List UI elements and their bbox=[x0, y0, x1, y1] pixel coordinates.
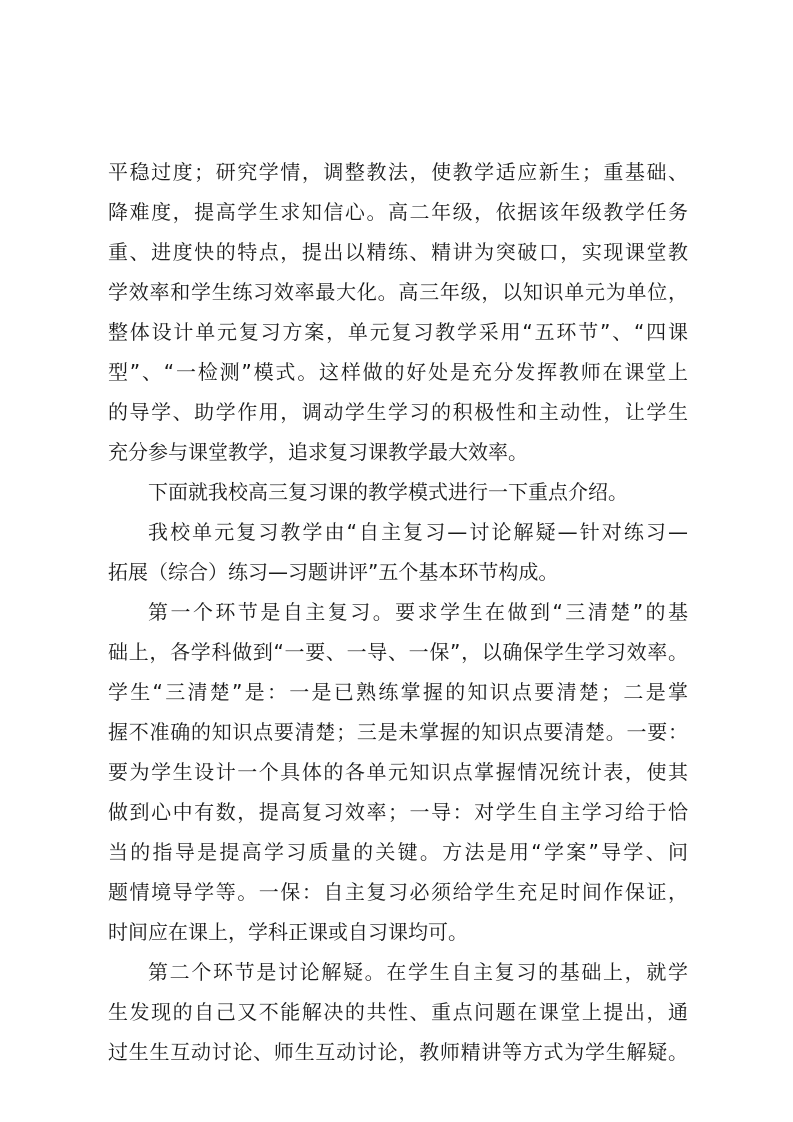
text-line: 学生“三清楚”是：一是已熟练掌握的知识点要清楚；二是掌 bbox=[108, 680, 688, 704]
text-line: 过生生互动讨论、师生互动讨论，教师精讲等方式为学生解疑。 bbox=[108, 1040, 688, 1064]
text-line: 做到心中有数，提高复习效率；一导：对学生自主学习给于恰 bbox=[108, 800, 688, 824]
text-line: 第一个环节是自主复习。要求学生在做到“三清楚”的基 bbox=[148, 600, 688, 624]
text-line: 充分参与课堂教学，追求复习课教学最大效率。 bbox=[108, 440, 528, 464]
text-line: 时间应在课上，学科正课或自习课均可。 bbox=[108, 920, 468, 944]
text-line: 题情境导学等。一保：自主复习必须给学生充足时间作保证， bbox=[108, 880, 688, 904]
text-line: 的导学、助学作用，调动学生学习的积极性和主动性，让学生 bbox=[108, 400, 688, 424]
text-line: 下面就我校高三复习课的教学模式进行一下重点介绍。 bbox=[148, 480, 628, 504]
text-line: 要为学生设计一个具体的各单元知识点掌握情况统计表，使其 bbox=[108, 760, 688, 784]
text-line: 础上，各学科做到“一要、一导、一保”，以确保学生学习效率。 bbox=[108, 640, 688, 664]
text-line: 学效率和学生练习效率最大化。高三年级，以知识单元为单位， bbox=[108, 280, 688, 304]
text-line: 生发现的自己又不能解决的共性、重点问题在课堂上提出，通 bbox=[108, 1000, 688, 1024]
text-line: 拓展（综合）练习—习题讲评”五个基本环节构成。 bbox=[108, 560, 559, 584]
text-line: 型”、“一检测”模式。这样做的好处是充分发挥教师在课堂上 bbox=[108, 360, 688, 384]
text-line: 我校单元复习教学由“自主复习—讨论解疑—针对练习— bbox=[148, 520, 688, 544]
text-line: 重、进度快的特点，提出以精练、精讲为突破口，实现课堂教 bbox=[108, 240, 688, 264]
text-line: 当的指导是提高学习质量的关键。方法是用“学案”导学、问 bbox=[108, 840, 688, 864]
text-line: 降难度，提高学生求知信心。高二年级，依据该年级教学任务 bbox=[108, 200, 688, 224]
document-body bbox=[108, 152, 688, 1072]
text-line: 握不准确的知识点要清楚；三是未掌握的知识点要清楚。一要： bbox=[108, 720, 688, 744]
text-line: 整体设计单元复习方案，单元复习教学采用“五环节”、“四课 bbox=[108, 320, 688, 344]
text-line: 第二个环节是讨论解疑。在学生自主复习的基础上，就学 bbox=[148, 960, 688, 984]
text-line: 平稳过度；研究学情，调整教法，使教学适应新生；重基础、 bbox=[108, 160, 688, 184]
